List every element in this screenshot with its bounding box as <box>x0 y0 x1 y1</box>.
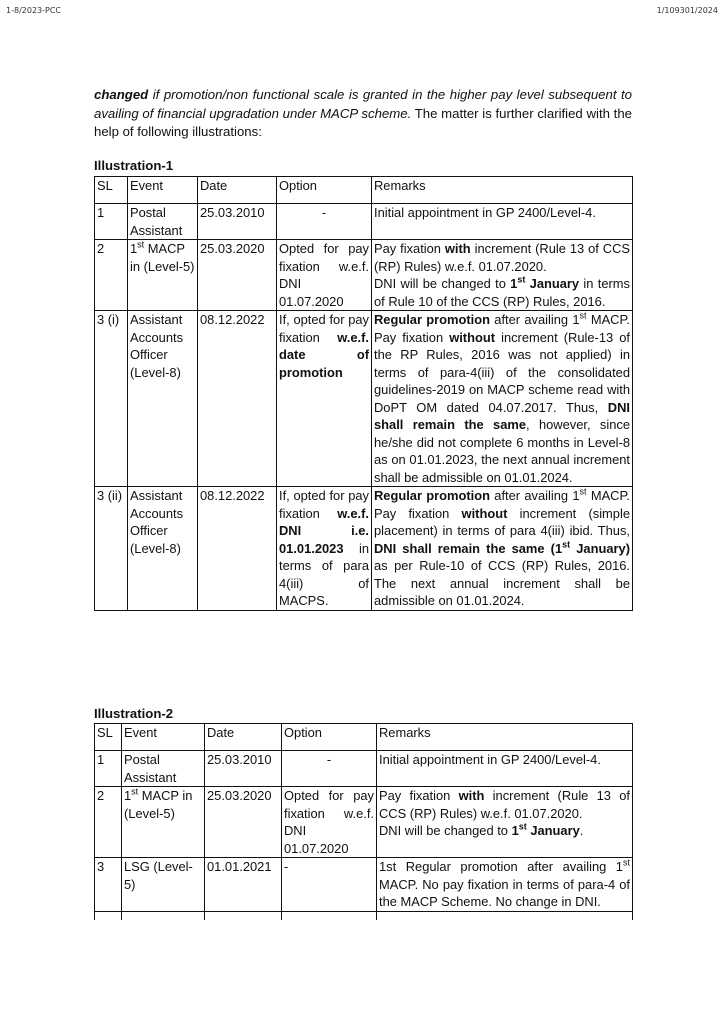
row-sl: 3 (i) <box>95 311 128 487</box>
row-date: 25.03.2020 <box>198 240 277 311</box>
intro-bold-lead: changed <box>94 87 149 102</box>
table-row <box>95 858 633 912</box>
row-sl: 1 <box>95 204 128 240</box>
row-remarks: Initial appointment in GP 2400/Level-4. <box>377 751 633 787</box>
row-remarks: Pay fixation with increment (Rule 13 of CCS (RP) Rules) w.e.f. 01.07.2020. DNI will be changed to 1st January. <box>377 787 633 858</box>
header-remarks: Remarks <box>372 177 633 204</box>
row-option: If, opted for pay fixation w.e.f. DNI i.e. 01.01.2023 in terms of para 4(iii) of MACPS. <box>277 487 372 611</box>
row-sl: 1 <box>95 751 122 787</box>
intro-paragraph <box>94 86 632 142</box>
table-continuation-row <box>95 911 633 920</box>
row-event: 1st MACP in (Level-5) <box>128 240 198 311</box>
row-event: 1st MACP in (Level-5) <box>122 787 205 858</box>
illustration-1-title: Illustration-1 <box>94 158 174 173</box>
row-date: 25.03.2020 <box>205 787 282 858</box>
row-event: Assistant Accounts Officer (Level-8) <box>128 311 198 487</box>
header-date: Date <box>198 177 277 204</box>
row-remarks: Initial appointment in GP 2400/Level-4. <box>372 204 633 240</box>
row-sl: 2 <box>95 787 122 858</box>
row-date: 25.03.2010 <box>198 204 277 240</box>
document-reference-left: 1-8/2023-PCC <box>6 6 62 15</box>
header-remarks: Remarks <box>377 724 633 751</box>
header-event: Event <box>128 177 198 204</box>
header-event: Event <box>122 724 205 751</box>
table-row <box>95 311 633 487</box>
table-row <box>95 787 633 858</box>
header-sl: SL <box>95 177 128 204</box>
document-reference-right: 1/109301/2024 <box>656 6 718 15</box>
row-option: If, opted for pay fixation w.e.f. date of promotion <box>277 311 372 487</box>
illustration-2-title: Illustration-2 <box>94 706 174 721</box>
row-remarks: Regular promotion after availing 1st MACP. Pay fixation without increment (simple placement) in terms of para 4(iii) ibid. Thus, DNI shall remain the same (1st January) as per Rule-10 of CCS (RP) Rules, 2016. The next annual increment shall be admissible on 01.01.2024. <box>372 487 633 611</box>
table-header-row <box>95 724 633 751</box>
row-date: 08.12.2022 <box>198 311 277 487</box>
table-header-row <box>95 177 633 204</box>
row-event: Postal Assistant <box>128 204 198 240</box>
row-option: Opted for pay fixation w.e.f. DNI 01.07.2020 <box>282 787 377 858</box>
row-option: - <box>277 204 372 240</box>
row-event: Assistant Accounts Officer (Level-8) <box>128 487 198 611</box>
row-remarks: Regular promotion after availing 1st MACP. Pay fixation without increment (Rule-13 of the RP Rules, 2016 was not applied) in terms of para-4(iii) of the consolidated guidelines-2019 on MACP scheme read with DoPT OM dated 04.07.2017. Thus, DNI shall remain the same, however, since he/she did not complete 6 months in Level-8 as on 01.01.2023, the next annual increment shall be admissible on 01.01.2024. <box>372 311 633 487</box>
table-row <box>95 240 633 311</box>
table-row <box>95 204 633 240</box>
row-event: Postal Assistant <box>122 751 205 787</box>
header-sl: SL <box>95 724 122 751</box>
row-date: 08.12.2022 <box>198 487 277 611</box>
row-option: - <box>282 858 377 912</box>
row-date: 25.03.2010 <box>205 751 282 787</box>
row-sl: 3 <box>95 858 122 912</box>
row-remarks: Pay fixation with increment (Rule 13 of CCS (RP) Rules) w.e.f. 01.07.2020. DNI will be changed to 1st January in terms of Rule 10 of the CCS (RP) Rules, 2016. <box>372 240 633 311</box>
intro-plain-text: The matter is further clarified with the help of following illustrations: <box>94 105 632 139</box>
header-date: Date <box>205 724 282 751</box>
header-option: Option <box>282 724 377 751</box>
table-row <box>95 487 633 611</box>
illustration-2-table <box>94 723 633 920</box>
illustration-1-table <box>94 176 633 611</box>
row-sl: 2 <box>95 240 128 311</box>
row-option: Opted for pay fixation w.e.f. DNI 01.07.2020 <box>277 240 372 311</box>
row-remarks: 1st Regular promotion after availing 1st MACP. No pay fixation in terms of para-4 of the MACP Scheme. No change in DNI. <box>377 858 633 912</box>
header-option: Option <box>277 177 372 204</box>
intro-italic-text: if promotion/non functional scale is granted in the higher pay level subsequent to availing of financial upgradation under MACP scheme. <box>94 87 632 121</box>
row-event: LSG (Level-5) <box>122 858 205 912</box>
table-row <box>95 751 633 787</box>
row-sl: 3 (ii) <box>95 487 128 611</box>
row-date: 01.01.2021 <box>205 858 282 912</box>
row-option: - <box>282 751 377 787</box>
